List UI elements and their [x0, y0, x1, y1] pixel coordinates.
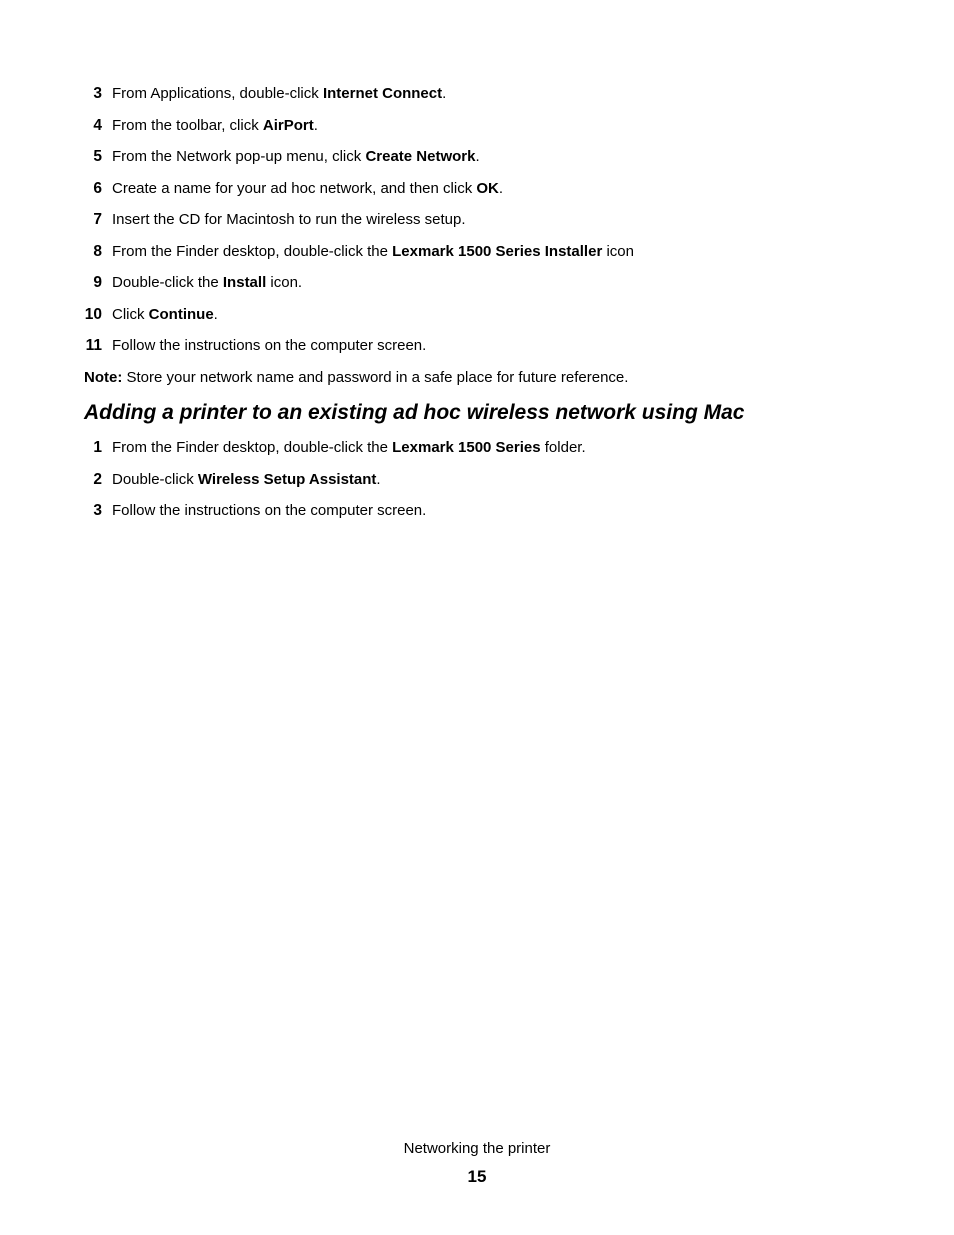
- step-number: 4: [93, 116, 102, 134]
- step-number: 6: [93, 179, 102, 197]
- step-text: Double-click the Install icon.: [112, 274, 303, 291]
- list-item: [0, 436, 954, 468]
- step-text: Double-click Wireless Setup Assistant.: [112, 470, 381, 488]
- note-paragraph: [84, 366, 628, 390]
- step-text: From the Finder desktop, double-click the Lexmark 1500 Series Installer icon: [112, 242, 634, 260]
- step-text: Follow the instructions on the computer screen.: [112, 502, 427, 519]
- page-number: 15: [467, 1167, 487, 1186]
- step-text: Click Continue.: [112, 305, 218, 323]
- step-number: 3: [93, 502, 102, 519]
- step-text: From the Finder desktop, double-click the Lexmark 1500 Series folder.: [112, 439, 586, 456]
- step-number: 9: [93, 274, 102, 291]
- list-item: [0, 468, 954, 500]
- note-text: Store your network name and password in a safe place for future reference.: [122, 369, 629, 386]
- step-text: From the Network pop-up menu, click Create Network.: [112, 148, 480, 165]
- step-number: 8: [93, 242, 102, 260]
- step-number: 11: [85, 337, 102, 354]
- step-text: Create a name for your ad hoc network, and then click OK.: [112, 179, 504, 197]
- step-text: From Applications, double-click Internet Connect.: [112, 85, 447, 102]
- list-item: [0, 145, 954, 177]
- step-number: 10: [84, 305, 102, 323]
- list-item: [0, 499, 954, 531]
- step-number: 1: [93, 439, 102, 456]
- footer-section-title: Networking the printer: [403, 1140, 551, 1157]
- list-item: [0, 271, 954, 303]
- list-item: [0, 208, 954, 240]
- steps-list-create-network: [0, 82, 954, 366]
- step-number: 5: [93, 148, 102, 165]
- step-text: Follow the instructions on the computer screen.: [112, 337, 427, 354]
- list-item: [0, 303, 954, 335]
- list-item: [0, 334, 954, 366]
- note-label: Note:: [84, 369, 123, 386]
- list-item: [0, 240, 954, 272]
- step-number: 3: [93, 85, 102, 102]
- list-item: [0, 177, 954, 209]
- step-number: 7: [93, 211, 102, 228]
- step-text: From the toolbar, click AirPort.: [112, 116, 318, 134]
- list-item: [0, 114, 954, 146]
- step-number: 2: [93, 470, 102, 488]
- section-heading: Adding a printer to an existing ad hoc wireless network using Mac: [84, 401, 745, 424]
- step-text: Insert the CD for Macintosh to run the wireless setup.: [112, 211, 466, 228]
- list-item: [0, 82, 954, 114]
- steps-list-existing-network: [0, 436, 954, 531]
